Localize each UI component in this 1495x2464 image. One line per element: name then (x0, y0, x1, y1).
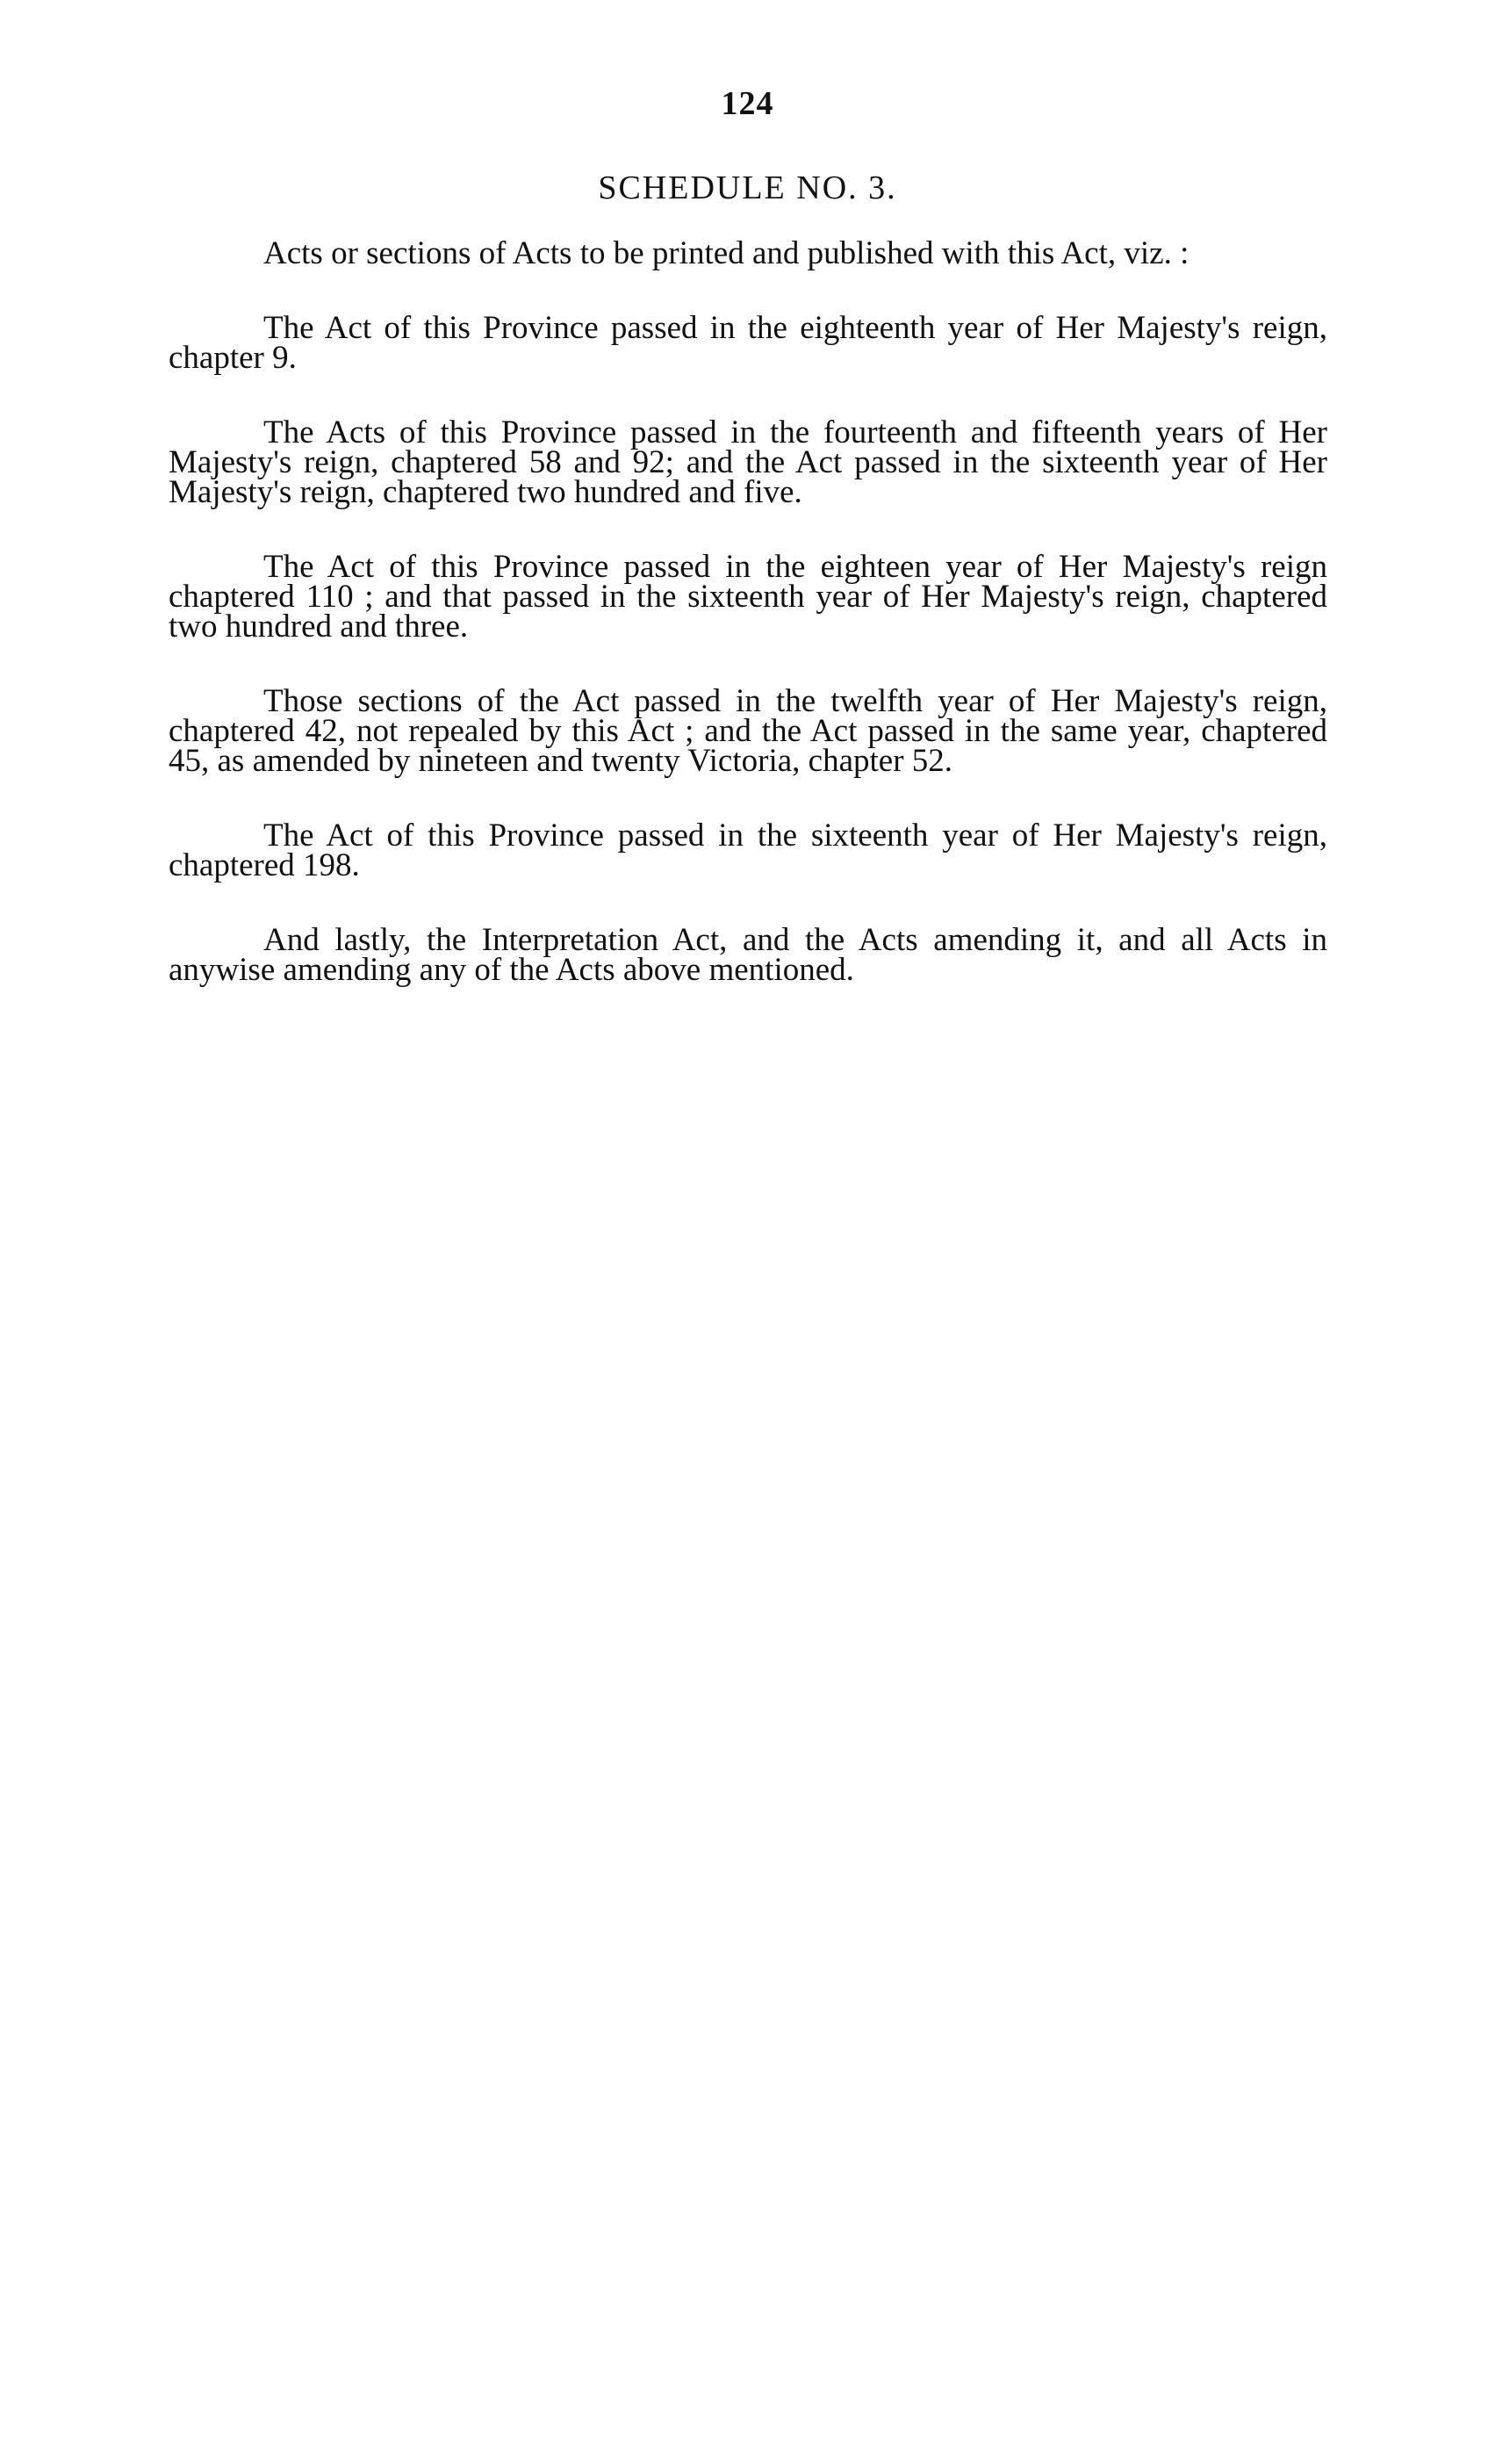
schedule-title: SCHEDULE NO. 3. (598, 169, 897, 206)
paragraph-sections-42-45: Those sections of the Act passed in the twelfth year of Her Majesty's reign, chaptered 42, not repealed by this Act ; and the Act passed in the same year, chaptered 45, as amended by nineteen and twenty Victoria, chapter 52. (169, 683, 1327, 779)
paragraph-acts-58-92-205: The Acts of this Province passed in the fourteenth and fifteenth years of Her Majesty's reign, chaptered 58 and 92; and the Act passed in the sixteenth year of Her Majesty's reign, chaptered two hundred and five. (169, 414, 1327, 510)
paragraph-interpretation-act: And lastly, the Interpretation Act, and the Acts amending it, and all Acts in anywise amending any of the Acts above mentioned. (169, 922, 1327, 988)
schedule-body (169, 235, 1327, 988)
paragraph-act-chapter-9: The Act of this Province passed in the eighteenth year of Her Majesty's reign, chapter 9. (169, 310, 1327, 376)
paragraph-intro: Acts or sections of Acts to be printed and published with this Act, viz. : (263, 235, 1190, 271)
paragraph-act-198: The Act of this Province passed in the sixteenth year of Her Majesty's reign, chaptered 198. (169, 818, 1327, 883)
paragraph-acts-110-203: The Act of this Province passed in the eighteen year of Her Majesty's reign chaptered 110 ; and that passed in the sixteenth year of Her Majesty's reign, chaptered two hundred and three. (169, 549, 1327, 645)
page-number: 124 (721, 85, 774, 122)
